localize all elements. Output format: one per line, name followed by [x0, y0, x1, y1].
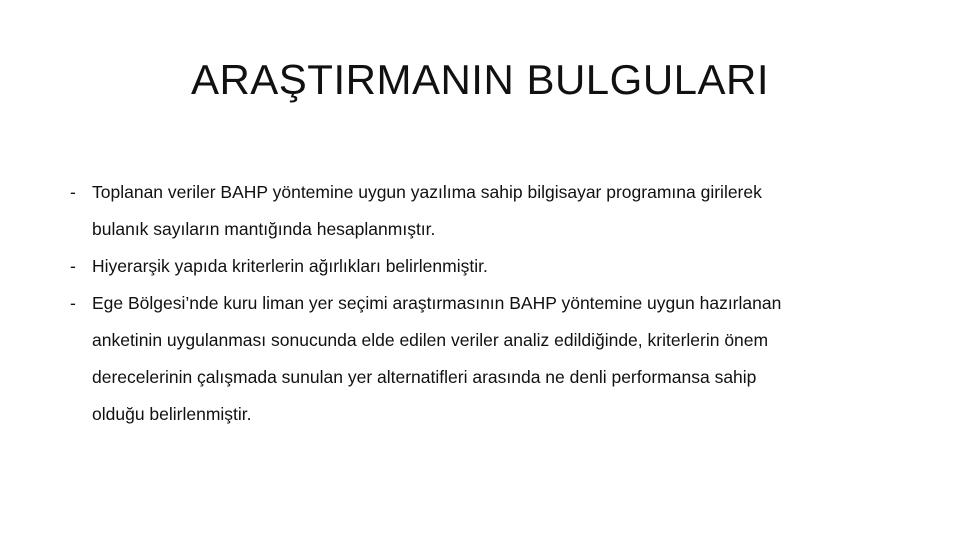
bullet-text-line: Hiyerarşik yapıda kriterlerin ağırlıkları belirlenmiştir.	[92, 256, 488, 276]
bullet-text-line: Toplanan veriler BAHP yöntemine uygun yazılıma sahip bilgisayar programına girilerek	[92, 182, 762, 202]
bullet-text-line: Ege Bölgesi’nde kuru liman yer seçimi araştırmasının BAHP yöntemine uygun hazırlanan	[92, 293, 782, 313]
bullet-list	[70, 174, 910, 433]
bullet-marker: -	[70, 182, 76, 202]
bullet-marker: -	[70, 256, 76, 276]
bullet-text-line: derecelerinin çalışmada sunulan yer alternatifleri arasında ne denli performansa sahip	[92, 367, 757, 387]
bullet-text-line: bulanık sayıların mantığında hesaplanmıştır.	[92, 219, 436, 239]
bullet-text-line: anketinin uygulanması sonucunda elde edilen veriler analiz edildiğinde, kriterlerin önem	[92, 330, 769, 350]
bullet-text-line: olduğu belirlenmiştir.	[92, 404, 252, 424]
bullet-item	[70, 248, 910, 285]
bullet-marker: -	[70, 293, 76, 313]
bullet-item	[70, 174, 910, 248]
bullet-item	[70, 285, 910, 433]
slide-title: ARAŞTIRMANIN BULGULARI	[190, 56, 770, 103]
